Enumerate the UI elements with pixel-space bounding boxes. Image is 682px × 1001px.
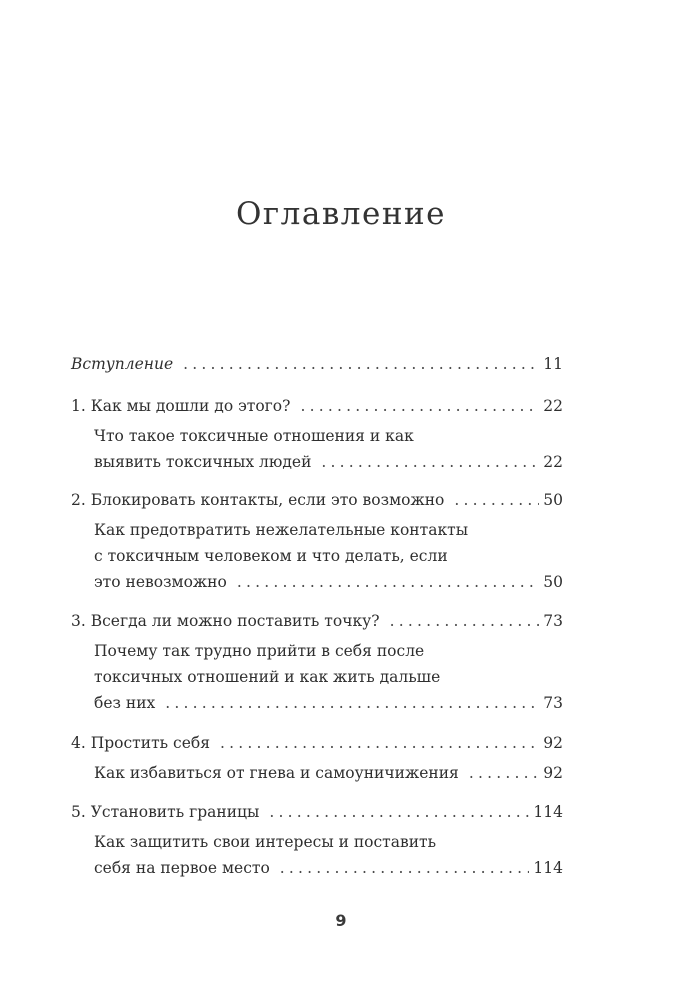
toc-subentry-chapter-3 — [71, 638, 563, 716]
toc-subentry-chapter-4 — [71, 760, 563, 786]
dot-leader — [220, 730, 539, 756]
page-number: 9 — [335, 911, 347, 930]
toc-subentry-line: с токсичным человеком и что делать, если — [94, 547, 448, 565]
toc-entry-label: 5. Установить границы — [71, 803, 260, 821]
dot-leader — [321, 449, 539, 475]
toc-page-number: 92 — [543, 734, 563, 752]
toc-subentry-chapter-2 — [71, 517, 563, 595]
dot-leader — [237, 569, 539, 595]
toc-page-number: 114 — [533, 859, 563, 877]
toc-subentry-line: себя на первое место — [94, 859, 270, 877]
dot-leader — [269, 799, 529, 825]
toc-subentry-chapter-5 — [71, 829, 563, 881]
dot-leader — [165, 690, 539, 716]
dot-leader — [390, 608, 540, 634]
toc-page-number: 50 — [543, 573, 563, 591]
toc-page-number: 11 — [543, 355, 563, 373]
page-title: Оглавление — [236, 196, 446, 232]
toc-page-number: 73 — [543, 612, 563, 630]
toc-entry-chapter-1 — [71, 393, 563, 419]
toc-entry-chapter-5 — [71, 799, 563, 825]
dot-leader — [280, 855, 530, 881]
dot-leader — [454, 487, 539, 513]
toc-page-number: 73 — [543, 694, 563, 712]
toc-entry-label: 3. Всегда ли можно поставить точку? — [71, 612, 380, 630]
toc-subentry-chapter-1 — [71, 423, 563, 475]
dot-leader — [469, 760, 539, 786]
toc-entry-label: 4. Простить себя — [71, 734, 210, 752]
toc-page-number: 50 — [543, 491, 563, 509]
toc-entry-label: Вступление — [71, 355, 174, 373]
toc-entry-chapter-3 — [71, 608, 563, 634]
toc-page-number: 92 — [543, 764, 563, 782]
toc-subentry-line: без них — [94, 694, 156, 712]
toc-subentry-line: Что такое токсичные отношения и как — [94, 427, 414, 445]
toc-subentry-line: Как избавиться от гнева и самоуничижения — [94, 764, 459, 782]
toc-subentry-line: Почему так трудно прийти в себя после — [94, 642, 425, 660]
toc-entry-label: 1. Как мы дошли до этого? — [71, 397, 291, 415]
dot-leader — [183, 351, 539, 377]
toc-entry-label: 2. Блокировать контакты, если это возможно — [71, 491, 445, 509]
toc-subentry-line: Как защитить свои интересы и поставить — [94, 833, 437, 851]
toc-page-number: 22 — [543, 453, 563, 471]
toc-subentry-line: токсичных отношений и как жить дальше — [94, 668, 441, 686]
toc-subentry-line: Как предотвратить нежелательные контакты — [94, 521, 469, 539]
toc-page-number: 22 — [543, 397, 563, 415]
toc-page-number: 114 — [533, 803, 563, 821]
toc-entry-chapter-4 — [71, 730, 563, 756]
toc-subentry-line: это невозможно — [94, 573, 227, 591]
dot-leader — [300, 393, 539, 419]
toc-subentry-line: выявить токсичных людей — [94, 453, 312, 471]
toc-entry-intro — [71, 351, 563, 377]
toc-entry-chapter-2 — [71, 487, 563, 513]
